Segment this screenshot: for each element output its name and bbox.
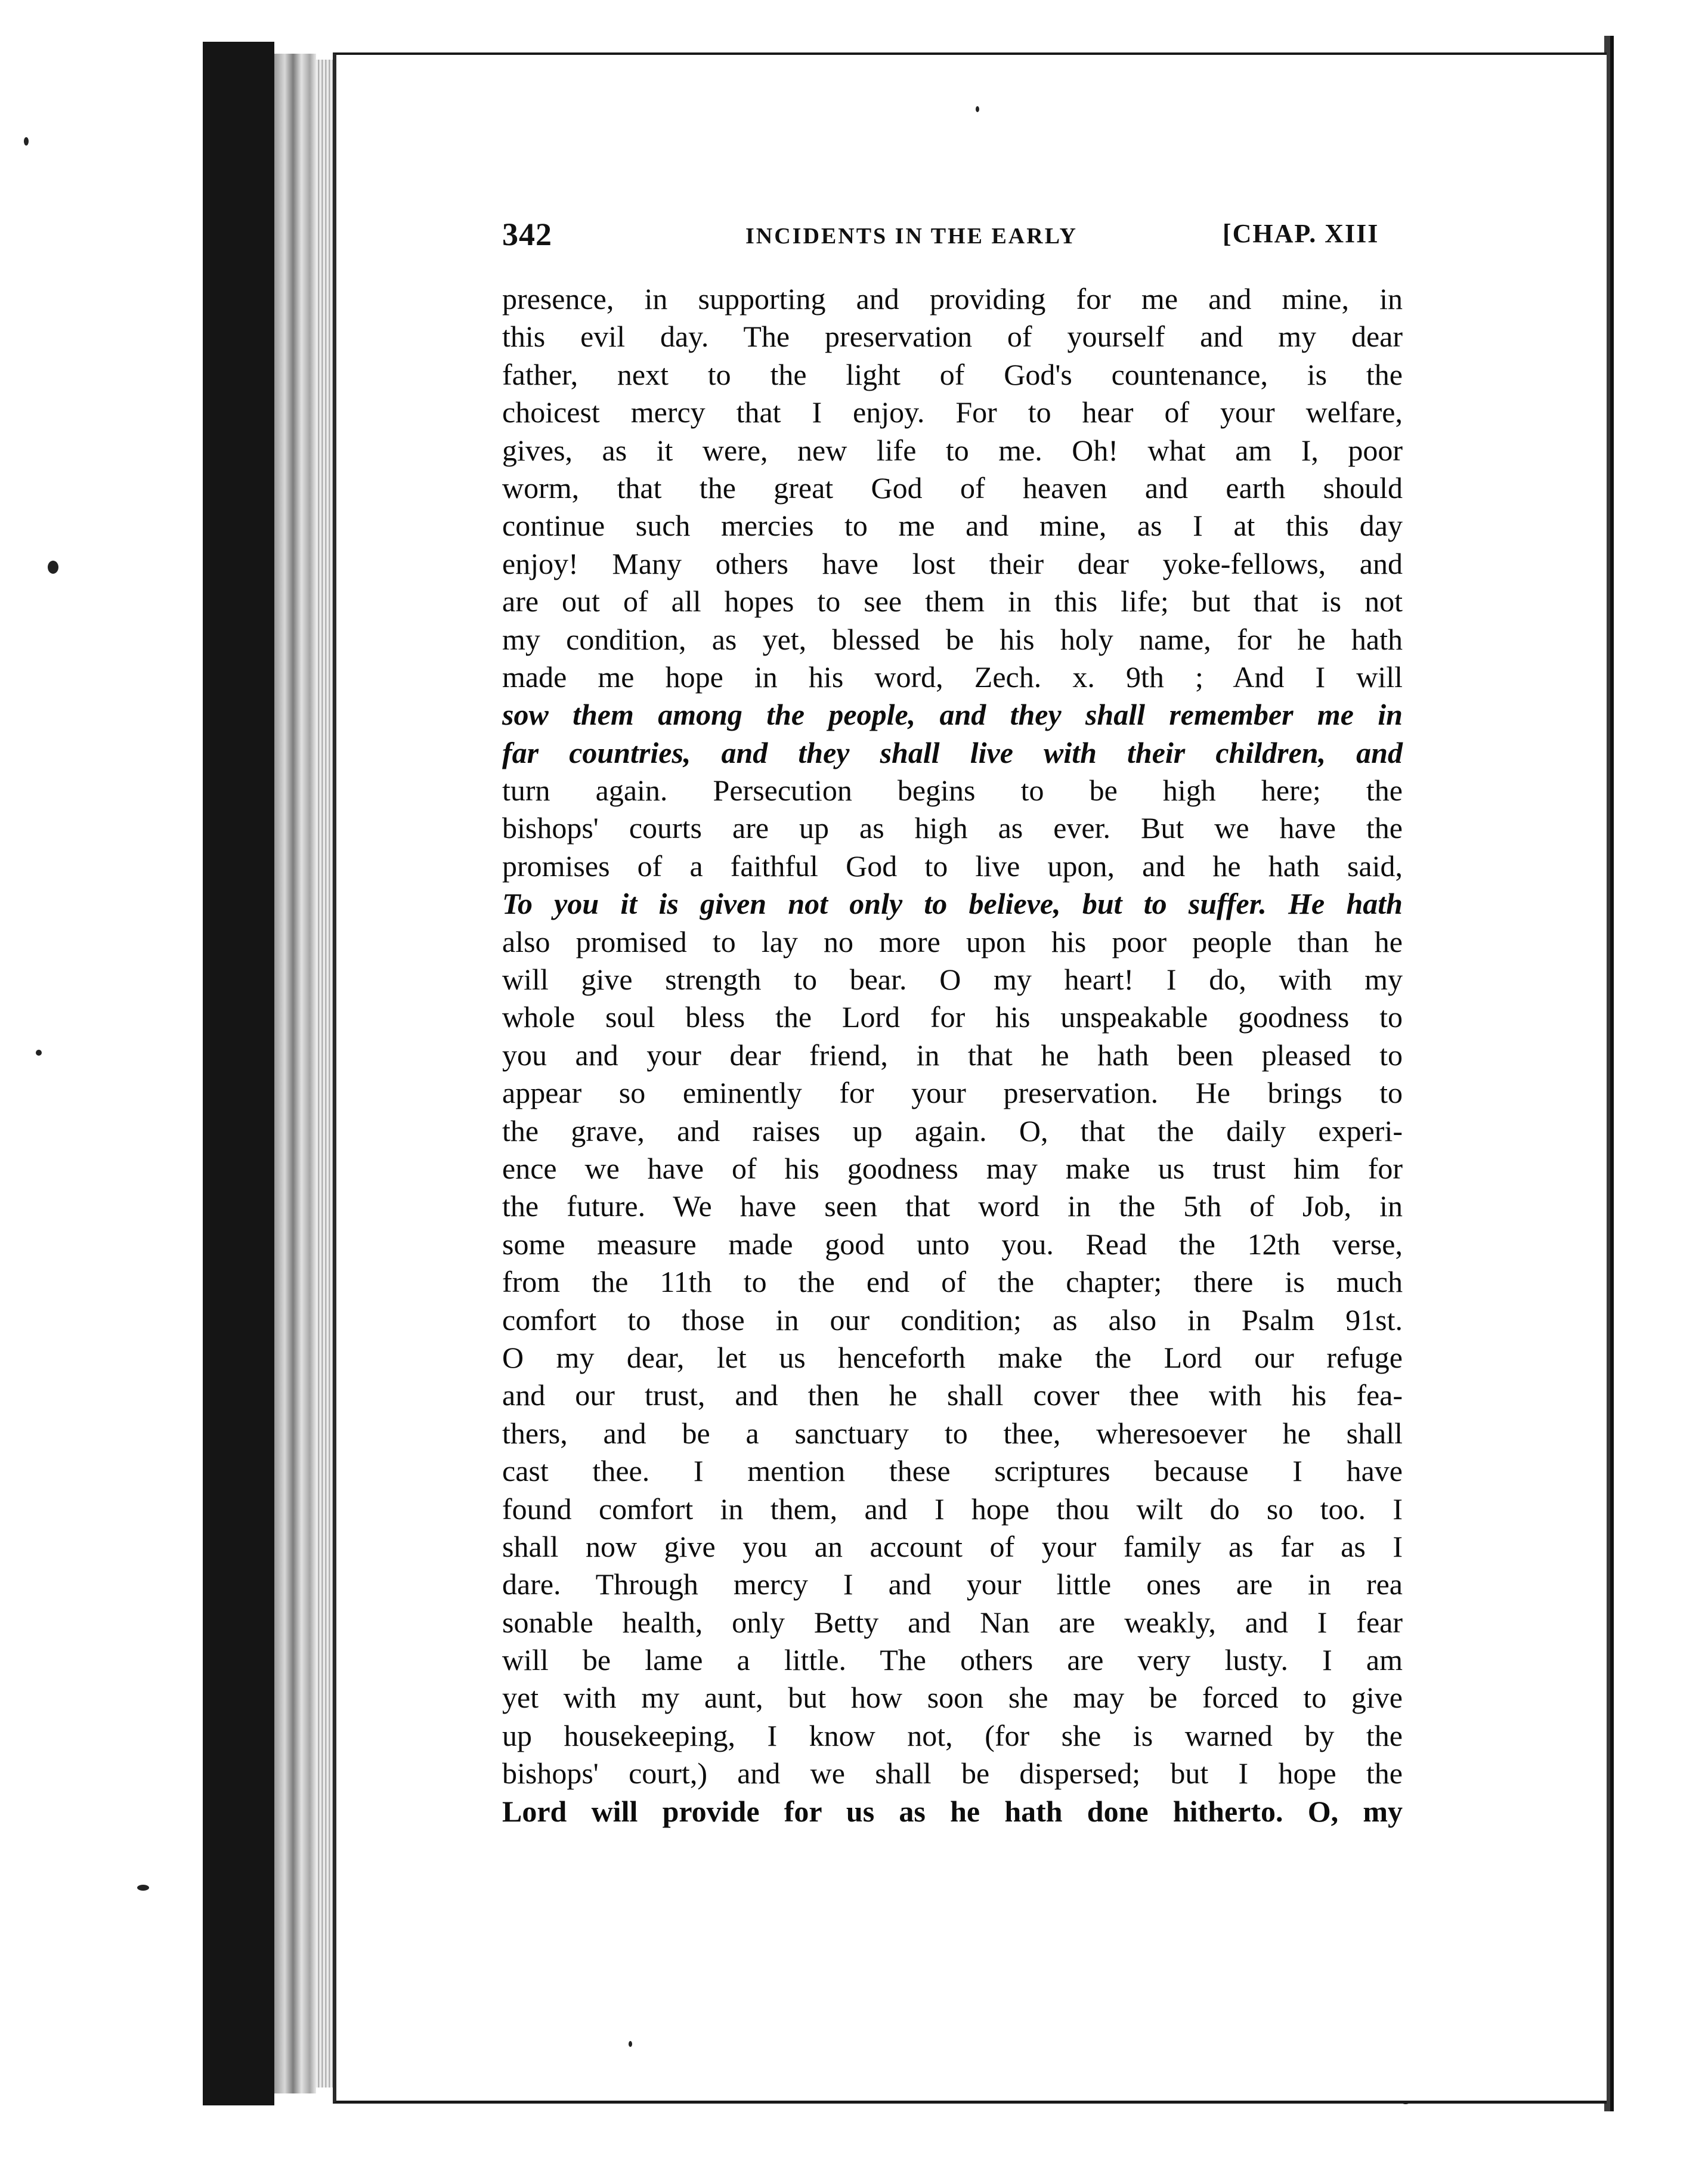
running-title: INCIDENTS IN THE EARLY [745,224,1078,249]
text-line: Lord will provide for us as he hath done hitherto. O, my [502,1794,1403,1828]
text-line: cast thee. I mention these scriptures because I have [502,1454,1403,1488]
text-line: bishops' court,) and we shall be dispersed; but I hope the [502,1756,1403,1790]
page-number: 342 [502,217,552,252]
facing-page [1610,36,1708,2111]
scripture-quote-line: sow them among the people, and they shall remember me in [502,698,1403,732]
text-line: bishops' courts are up as high as ever. But we have the [502,811,1403,845]
text-line: turn again. Persecution begins to be high here; the [502,774,1403,808]
scripture-quote-line: far countries, and they shall live with their children, and [502,735,1403,769]
scripture-quote-line: To you it is given not only to believe, but to suffer. He hath [502,887,1403,921]
scan-speck [36,1050,42,1056]
body-text [502,280,1403,1830]
scan-speck [137,1885,149,1891]
text-line: sonable health, only Betty and Nan are weakly, and I fear [502,1605,1403,1639]
text-line: continue such mercies to me and mine, as I at this day [502,509,1403,543]
scan-binding-shadow [203,42,274,2105]
scan-speck [24,137,29,146]
text-line: gives, as it were, new life to me. Oh! what am I, poor [502,433,1403,467]
text-line: presence, in supporting and providing for me and mine, in [502,282,1403,316]
text-line: some measure made good unto you. Read the 12th verse, [502,1227,1403,1261]
text-line: worm, that the great God of heaven and earth should [502,471,1403,505]
text-line: enjoy! Many others have lost their dear yoke-fellows, and [502,546,1403,580]
page-speck [629,2041,632,2047]
book-spine-edge [274,54,316,2093]
page-stack-edges [316,60,333,2088]
text-line: are out of all hopes to see them in this life; but that is not [502,584,1403,618]
text-line: you and your dear friend, in that he hath been pleased to [502,1038,1403,1072]
text-line: this evil day. The preservation of yourself and my dear [502,320,1403,354]
text-line: found comfort in them, and I hope thou wilt do so too. I [502,1492,1403,1526]
text-line: also promised to lay no more upon his poor people than he [502,924,1403,958]
chapter-reference: [CHAP. XIII [1223,219,1379,248]
text-line: O my dear, let us henceforth make the Lord our refuge [502,1340,1403,1374]
text-line: made me hope in his word, Zech. x. 9th ; And I will [502,660,1403,694]
running-header [502,216,1397,264]
text-line: up housekeeping, I know not, (for she is warned by the [502,1718,1403,1752]
text-line: thers, and be a sanctuary to thee, wheresoever he shall [502,1416,1403,1450]
text-line: my condition, as yet, blessed be his holy name, for he hath [502,622,1403,656]
text-line: will be lame a little. The others are very lusty. I am [502,1643,1403,1677]
text-line: the grave, and raises up again. O, that the daily experi- [502,1114,1403,1148]
page-speck [976,106,979,112]
text-line: whole soul bless the Lord for his unspeakable goodness to [502,1000,1403,1034]
text-line: dare. Through mercy I and your little ones are in rea [502,1567,1403,1601]
text-line: from the 11th to the end of the chapter; there is much [502,1265,1403,1299]
text-line: comfort to those in our condition; as also in Psalm 91st. [502,1303,1403,1337]
scan-speck [48,561,58,574]
text-line: yet with my aunt, but how soon she may be forced to give [502,1681,1403,1715]
text-line: appear so eminently for your preservation. He brings to [502,1076,1403,1110]
text-line: the future. We have seen that word in the 5th of Job, in [502,1189,1403,1223]
text-line: ence we have of his goodness may make us trust him for [502,1151,1403,1185]
text-line: choicest mercy that I enjoy. For to hear of your welfare, [502,395,1403,429]
text-line: promises of a faithful God to live upon, and he hath said, [502,849,1403,883]
text-line: and our trust, and then he shall cover thee with his fea- [502,1378,1403,1412]
text-line: father, next to the light of God's countenance, is the [502,357,1403,391]
text-line: will give strength to bear. O my heart! I do, with my [502,963,1403,997]
text-line: shall now give you an account of your family as far as I [502,1529,1403,1563]
